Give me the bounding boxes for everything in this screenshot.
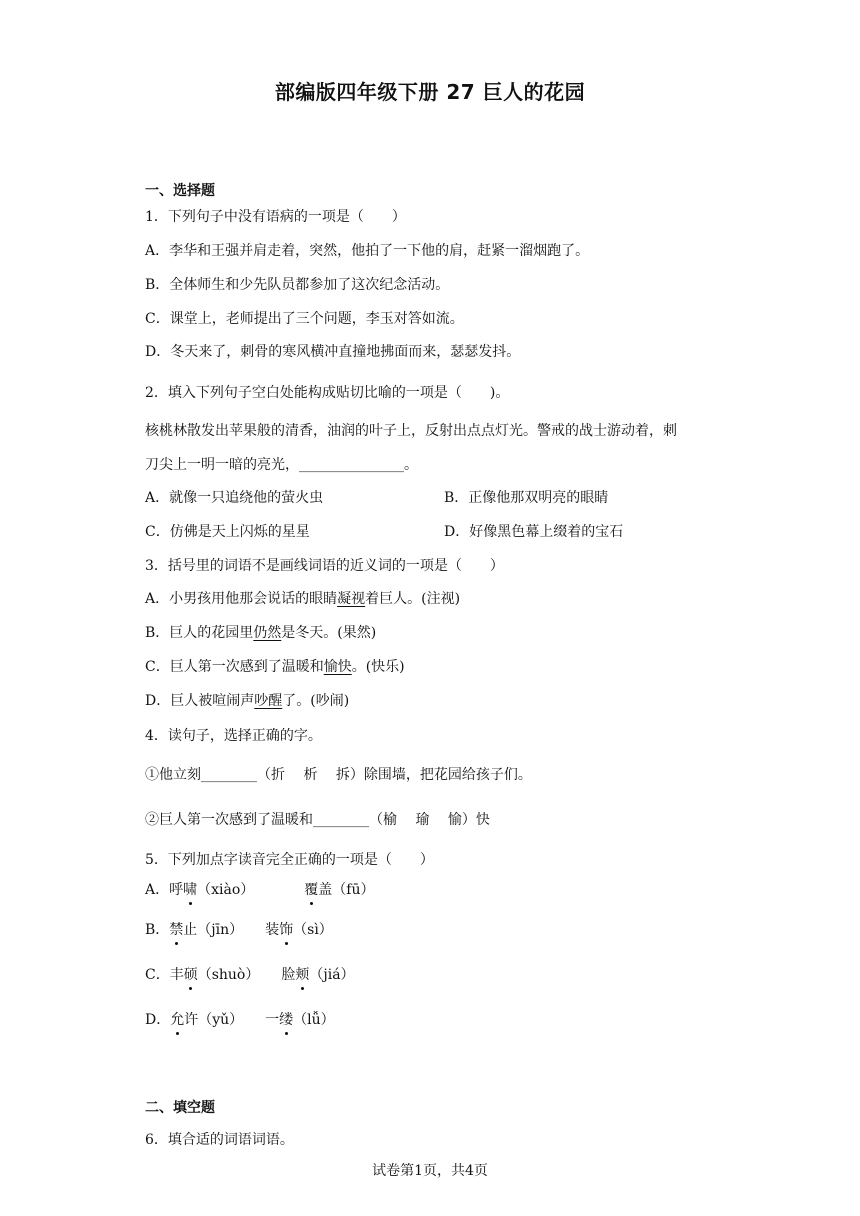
question-2-option-c: C．仿佛是天上闪烁的星星	[145, 524, 310, 540]
option-text: 。(快乐)	[351, 659, 405, 675]
question-1-option-d: D．冬天来了，刺骨的寒风横冲直撞地拂面而来，瑟瑟发抖。	[145, 344, 521, 360]
option-text: A．呼	[145, 882, 184, 898]
dotted-character: 硕	[183, 967, 198, 983]
question-3-option-b	[145, 623, 376, 643]
underlined-word: 吵醒	[254, 693, 283, 709]
dotted-character: 缕	[279, 1012, 294, 1028]
question-3-option-c	[145, 657, 405, 677]
question-1-stem: 1．下列句子中没有语病的一项是（ ）	[145, 209, 406, 225]
option-text: 许（yǔ）	[184, 1012, 244, 1028]
option-text: C．巨人第一次感到了温暖和	[145, 659, 324, 675]
section-heading-choice: 一、选择题	[145, 183, 215, 199]
option-text: 一	[265, 1012, 280, 1028]
question-5-option-d	[145, 1010, 335, 1030]
option-text: （jiá）	[309, 967, 355, 983]
underlined-word: 凝视	[337, 591, 366, 607]
dotted-character: 允	[170, 1012, 185, 1028]
underlined-word: 仍然	[253, 625, 282, 641]
option-text: D．	[145, 1012, 171, 1028]
option-text: C．丰	[145, 967, 184, 983]
option-text: （xiào）	[197, 882, 255, 898]
option-text: B．	[145, 922, 170, 938]
section-heading-fill-in: 二、填空题	[145, 1100, 215, 1116]
question-2-stem: 2．填入下列句子空白处能构成贴切比喻的一项是（ )。	[145, 385, 510, 401]
option-text: 是冬天。(果然)	[281, 625, 377, 641]
dotted-character: 覆	[304, 882, 319, 898]
option-text: B．巨人的花园里	[145, 625, 254, 641]
question-2-passage-line-1: 核桃林散发出苹果般的清香，油润的叶子上，反射出点点灯光。警戒的战士游动着，刺	[145, 423, 677, 439]
dotted-character: 禁	[169, 922, 184, 938]
question-1-option-a: A．李华和王强并肩走着，突然，他拍了一下他的肩，赶紧一溜烟跑了。	[145, 243, 590, 259]
question-5-option-a	[145, 880, 374, 900]
option-text: 盖（fū）	[318, 882, 375, 898]
option-text: 脸	[281, 967, 296, 983]
dotted-character: 啸	[183, 882, 198, 898]
option-text: 了。(吵闹)	[282, 693, 350, 709]
question-3-option-d	[145, 691, 349, 711]
question-4-sentence-2: ②巨人第一次感到了温暖和________（榆 瑜 愉）快	[145, 812, 490, 828]
dotted-character: 饰	[279, 922, 294, 938]
question-1-option-b: B．全体师生和少先队员都参加了这次纪念活动。	[145, 277, 450, 293]
question-5-option-c	[145, 965, 355, 985]
question-2-passage-line-2: 刀尖上一明一暗的亮光，_______________。	[145, 457, 418, 473]
question-2-option-d: D．好像黑色幕上缀着的宝石	[444, 524, 624, 540]
page-title: 部编版四年级下册 27 巨人的花园	[274, 80, 586, 104]
question-5-option-b	[145, 920, 333, 940]
question-4-stem: 4．读句子，选择正确的字。	[145, 728, 322, 744]
option-text: 着巨人。(注视)	[365, 591, 461, 607]
option-text: （sì）	[293, 922, 333, 938]
option-text: A．小男孩用他那会说话的眼睛	[145, 591, 338, 607]
question-3-stem: 3．括号里的词语不是画线词语的近义词的一项是（ ）	[145, 558, 504, 574]
question-2-option-a: A．就像一只追绕他的萤火虫	[145, 490, 324, 506]
option-text: 装	[265, 922, 280, 938]
question-4-sentence-1: ①他立刻________（折 析 拆）除围墙，把花园给孩子们。	[145, 767, 532, 783]
question-2-option-b: B．正像他那双明亮的眼睛	[444, 490, 609, 506]
page-footer: 试卷第1页，共4页	[372, 1163, 488, 1179]
underlined-word: 愉快	[323, 659, 352, 675]
question-6-stem: 6．填合适的词语词语。	[145, 1132, 294, 1148]
option-text: D．巨人被喧闹声	[145, 693, 255, 709]
question-1-option-c: C．课堂上，老师提出了三个问题，李玉对答如流。	[145, 311, 464, 327]
option-text: （lǚ）	[293, 1012, 335, 1028]
question-3-option-a	[145, 589, 460, 609]
option-text: 止（jīn）	[183, 922, 244, 938]
option-text: （shuò）	[197, 967, 260, 983]
dotted-character: 颊	[295, 967, 310, 983]
question-5-stem: 5．下列加点字读音完全正确的一项是（ ）	[145, 852, 434, 868]
